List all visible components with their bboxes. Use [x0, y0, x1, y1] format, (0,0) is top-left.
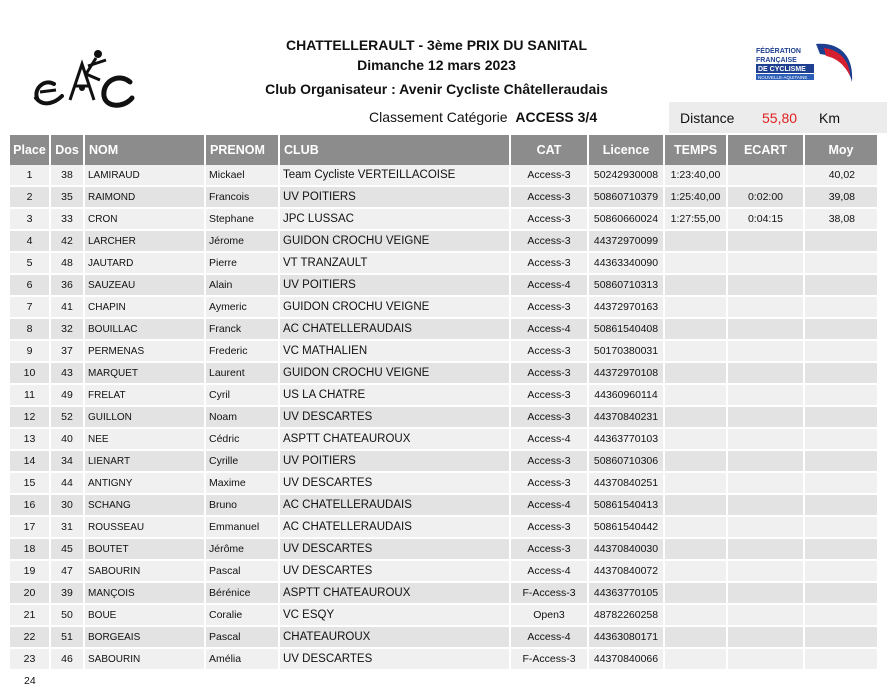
cell-ecart: [727, 560, 804, 582]
cell-moy: 38,08: [804, 208, 878, 230]
cell-place: 21: [10, 604, 50, 626]
cell-ecart: [727, 340, 804, 362]
col-prenom: PRENOM: [205, 135, 279, 165]
svg-text:NOUVELLE-AQUITAINE: NOUVELLE-AQUITAINE: [758, 75, 808, 80]
cell-place: 1: [10, 165, 50, 186]
cell-club: VC ESQY: [279, 604, 510, 626]
col-nom: NOM: [84, 135, 205, 165]
cell-club: JPC LUSSAC: [279, 208, 510, 230]
cell-temps: [664, 252, 727, 274]
cell-licence: 44372970108: [588, 362, 664, 384]
cell-ecart: [727, 318, 804, 340]
cell-ecart: [727, 384, 804, 406]
cell-prenom: Pascal: [205, 560, 279, 582]
cell-prenom: Jérome: [205, 230, 279, 252]
cell-moy: [804, 648, 878, 670]
cell-cat: Access-3: [510, 450, 588, 472]
cell-place: 11: [10, 384, 50, 406]
cell-dos: 38: [50, 165, 84, 186]
cell-temps: [664, 362, 727, 384]
cell-moy: [804, 384, 878, 406]
cell-licence: 44372970163: [588, 296, 664, 318]
cell-ecart: [727, 450, 804, 472]
cell-place: 7: [10, 296, 50, 318]
cell-nom: BORGEAIS: [84, 626, 205, 648]
event-date: Dimanche 12 mars 2023: [357, 57, 516, 73]
cell-prenom: Aymeric: [205, 296, 279, 318]
cell-club: UV DESCARTES: [279, 406, 510, 428]
cell-licence: 50860710306: [588, 450, 664, 472]
cell-dos: 44: [50, 472, 84, 494]
cell-licence: 44370840066: [588, 648, 664, 670]
cell-moy: [804, 252, 878, 274]
cell-place: 18: [10, 538, 50, 560]
cell-cat: Access-4: [510, 494, 588, 516]
cell-temps: [664, 296, 727, 318]
col-place: Place: [10, 135, 50, 165]
cell-dos: 36: [50, 274, 84, 296]
cell-nom: CHAPIN: [84, 296, 205, 318]
table-row: [10, 384, 878, 406]
cell-temps: [664, 340, 727, 362]
cell-place: 4: [10, 230, 50, 252]
cell-cat: Access-3: [510, 165, 588, 186]
cell-moy: [804, 406, 878, 428]
cell-temps: 1:27:55,00: [664, 208, 727, 230]
cell-place: 6: [10, 274, 50, 296]
cell-moy: [804, 604, 878, 626]
cell-temps: [664, 604, 727, 626]
cell-dos: 40: [50, 428, 84, 450]
cell-prenom: Emmanuel: [205, 516, 279, 538]
cell-place: 22: [10, 626, 50, 648]
cell-dos: 33: [50, 208, 84, 230]
cell-ecart: [727, 165, 804, 186]
cell-place: 2: [10, 186, 50, 208]
cell-ecart: [727, 516, 804, 538]
classement-line: [369, 109, 597, 125]
cell-temps: [664, 494, 727, 516]
cell-nom: JAUTARD: [84, 252, 205, 274]
col-dos: Dos: [50, 135, 84, 165]
event-organizer: Club Organisateur : Avenir Cycliste Châtelleraudais: [265, 81, 608, 97]
cell-prenom: Mickael: [205, 165, 279, 186]
table-header: [10, 135, 878, 165]
cell-moy: 40,02: [804, 165, 878, 186]
cell-nom: ANTIGNY: [84, 472, 205, 494]
cell-dos: 48: [50, 252, 84, 274]
cell-prenom: Bruno: [205, 494, 279, 516]
cell-cat: Open3: [510, 604, 588, 626]
cell-dos: 50: [50, 604, 84, 626]
cell-ecart: [727, 604, 804, 626]
cell-prenom: Cédric: [205, 428, 279, 450]
cell-club: AC CHATELLERAUDAIS: [279, 318, 510, 340]
table-row: [10, 626, 878, 648]
cell-dos: 51: [50, 626, 84, 648]
cell-place: 23: [10, 648, 50, 670]
col-licence: Licence: [588, 135, 664, 165]
cell-prenom: Franck: [205, 318, 279, 340]
cell-place: 13: [10, 428, 50, 450]
cell-licence: 44363770105: [588, 582, 664, 604]
cell-club: AC CHATELLERAUDAIS: [279, 516, 510, 538]
cell-cat: Access-4: [510, 274, 588, 296]
svg-text:FRANÇAISE: FRANÇAISE: [756, 57, 797, 64]
cell-dos: 47: [50, 560, 84, 582]
cell-licence: 50170380031: [588, 340, 664, 362]
table-row: [10, 318, 878, 340]
cell-licence: 50861540408: [588, 318, 664, 340]
cell-temps: [664, 538, 727, 560]
cell-licence: 50860660024: [588, 208, 664, 230]
cell-temps: [664, 516, 727, 538]
cell-moy: [804, 362, 878, 384]
distance-label: Distance: [680, 110, 735, 126]
table-row: [10, 274, 878, 296]
cell-nom: BOUTET: [84, 538, 205, 560]
table-row: [10, 604, 878, 626]
cell-prenom: Cyrille: [205, 450, 279, 472]
cell-dos: 35: [50, 186, 84, 208]
cell-club: VT TRANZAULT: [279, 252, 510, 274]
place-24: 24: [24, 675, 36, 687]
cell-cat: Access-3: [510, 538, 588, 560]
cell-club: UV DESCARTES: [279, 472, 510, 494]
table-row: [10, 472, 878, 494]
table-row: [10, 560, 878, 582]
cell-cat: Access-4: [510, 428, 588, 450]
cell-temps: 1:23:40,00: [664, 165, 727, 186]
cell-club: Team Cycliste VERTEILLACOISE: [279, 165, 510, 186]
cell-ecart: [727, 648, 804, 670]
col-ecart: ECART: [727, 135, 804, 165]
cell-place: 17: [10, 516, 50, 538]
cell-club: UV DESCARTES: [279, 538, 510, 560]
cell-cat: Access-3: [510, 340, 588, 362]
cell-moy: [804, 318, 878, 340]
cell-cat: Access-4: [510, 626, 588, 648]
cell-temps: [664, 560, 727, 582]
cell-prenom: Noam: [205, 406, 279, 428]
cell-temps: 1:25:40,00: [664, 186, 727, 208]
cell-nom: RAIMOND: [84, 186, 205, 208]
cell-club: ASPTT CHATEAUROUX: [279, 582, 510, 604]
cell-club: GUIDON CROCHU VEIGNE: [279, 230, 510, 252]
cell-cat: F-Access-3: [510, 582, 588, 604]
cell-cat: Access-4: [510, 318, 588, 340]
table-row: [10, 186, 878, 208]
cell-prenom: Amélia: [205, 648, 279, 670]
cell-nom: MANÇOIS: [84, 582, 205, 604]
table-row: [10, 340, 878, 362]
cell-cat: Access-3: [510, 230, 588, 252]
cell-licence: 44370840231: [588, 406, 664, 428]
cell-nom: ROUSSEAU: [84, 516, 205, 538]
category-value: ACCESS 3/4: [515, 109, 598, 125]
cell-ecart: [727, 494, 804, 516]
cell-moy: [804, 340, 878, 362]
cell-place: 12: [10, 406, 50, 428]
distance-box: [669, 102, 887, 133]
cell-cat: Access-3: [510, 406, 588, 428]
table-row: [10, 252, 878, 274]
cell-club: GUIDON CROCHU VEIGNE: [279, 296, 510, 318]
cell-licence: 50861540413: [588, 494, 664, 516]
cell-dos: 37: [50, 340, 84, 362]
cell-place: 16: [10, 494, 50, 516]
cell-licence: 50242930008: [588, 165, 664, 186]
col-club: CLUB: [279, 135, 510, 165]
cell-nom: MARQUET: [84, 362, 205, 384]
cell-prenom: Maxime: [205, 472, 279, 494]
table-row: [10, 406, 878, 428]
cell-dos: 41: [50, 296, 84, 318]
cell-club: US LA CHATRE: [279, 384, 510, 406]
cell-club: CHATEAUROUX: [279, 626, 510, 648]
cell-moy: [804, 516, 878, 538]
col-cat: CAT: [510, 135, 588, 165]
table-row: [10, 582, 878, 604]
cell-dos: 45: [50, 538, 84, 560]
cell-nom: GUILLON: [84, 406, 205, 428]
cell-nom: BOUILLAC: [84, 318, 205, 340]
cell-prenom: Coralie: [205, 604, 279, 626]
cell-club: UV POITIERS: [279, 274, 510, 296]
cell-club: UV DESCARTES: [279, 560, 510, 582]
cell-dos: 32: [50, 318, 84, 340]
cell-ecart: [727, 538, 804, 560]
cell-dos: 30: [50, 494, 84, 516]
table-row: [10, 165, 878, 186]
cell-temps: [664, 230, 727, 252]
table-row: [10, 494, 878, 516]
cell-licence: 44370840030: [588, 538, 664, 560]
cell-nom: LARCHER: [84, 230, 205, 252]
cell-prenom: Laurent: [205, 362, 279, 384]
cell-moy: [804, 560, 878, 582]
cell-cat: Access-3: [510, 252, 588, 274]
cell-temps: [664, 406, 727, 428]
cell-place: 5: [10, 252, 50, 274]
cell-moy: [804, 428, 878, 450]
cell-temps: [664, 428, 727, 450]
cell-prenom: Frederic: [205, 340, 279, 362]
cell-cat: Access-3: [510, 208, 588, 230]
cell-nom: FRELAT: [84, 384, 205, 406]
table-row: [10, 450, 878, 472]
cell-ecart: [727, 406, 804, 428]
cell-licence: 44372970099: [588, 230, 664, 252]
cell-temps: [664, 450, 727, 472]
cell-cat: Access-3: [510, 384, 588, 406]
cell-moy: [804, 582, 878, 604]
cell-dos: 39: [50, 582, 84, 604]
cell-nom: LIENART: [84, 450, 205, 472]
cell-licence: 44363340090: [588, 252, 664, 274]
cell-prenom: Francois: [205, 186, 279, 208]
cell-nom: SCHANG: [84, 494, 205, 516]
cell-moy: [804, 472, 878, 494]
cell-temps: [664, 648, 727, 670]
cell-moy: [804, 494, 878, 516]
cell-nom: SABOURIN: [84, 648, 205, 670]
cell-licence: 50860710379: [588, 186, 664, 208]
cell-licence: 44370840251: [588, 472, 664, 494]
cell-nom: CRON: [84, 208, 205, 230]
cell-nom: PERMENAS: [84, 340, 205, 362]
cell-place: 19: [10, 560, 50, 582]
cell-place: 10: [10, 362, 50, 384]
cell-temps: [664, 472, 727, 494]
table-row: [10, 428, 878, 450]
distance-value: 55,80: [762, 110, 798, 126]
cell-licence: 50860710313: [588, 274, 664, 296]
cell-ecart: [727, 274, 804, 296]
classement-label: Classement Catégorie: [369, 109, 508, 125]
cell-temps: [664, 274, 727, 296]
cell-licence: 44360960114: [588, 384, 664, 406]
cell-licence: 44363080171: [588, 626, 664, 648]
cell-club: UV POITIERS: [279, 186, 510, 208]
cell-nom: SAUZEAU: [84, 274, 205, 296]
cell-ecart: [727, 362, 804, 384]
table-row: [10, 516, 878, 538]
cell-cat: Access-4: [510, 560, 588, 582]
table-row: [10, 648, 878, 670]
table-row: [10, 296, 878, 318]
cell-dos: 43: [50, 362, 84, 384]
federation-logo: [754, 42, 856, 86]
cell-cat: Access-3: [510, 186, 588, 208]
cell-moy: 39,08: [804, 186, 878, 208]
svg-text:DE CYCLISME: DE CYCLISME: [758, 66, 806, 73]
cell-prenom: Alain: [205, 274, 279, 296]
cell-temps: [664, 582, 727, 604]
cell-cat: Access-3: [510, 296, 588, 318]
cell-club: AC CHATELLERAUDAIS: [279, 494, 510, 516]
cell-moy: [804, 230, 878, 252]
col-temps: TEMPS: [664, 135, 727, 165]
cell-temps: [664, 384, 727, 406]
cell-licence: 48782260258: [588, 604, 664, 626]
cell-ecart: 0:02:00: [727, 186, 804, 208]
cell-dos: 49: [50, 384, 84, 406]
svg-text:FÉDÉRATION: FÉDÉRATION: [756, 48, 801, 55]
cell-prenom: Pascal: [205, 626, 279, 648]
cell-dos: 31: [50, 516, 84, 538]
cell-prenom: Pierre: [205, 252, 279, 274]
cell-place: 15: [10, 472, 50, 494]
cell-club: GUIDON CROCHU VEIGNE: [279, 362, 510, 384]
cell-prenom: Bérénice: [205, 582, 279, 604]
cell-nom: SABOURIN: [84, 560, 205, 582]
distance-unit: Km: [819, 110, 840, 126]
cell-prenom: Stephane: [205, 208, 279, 230]
cell-prenom: Cyril: [205, 384, 279, 406]
cell-moy: [804, 538, 878, 560]
cell-dos: 34: [50, 450, 84, 472]
cell-nom: LAMIRAUD: [84, 165, 205, 186]
table-row: [10, 208, 878, 230]
cell-ecart: [727, 296, 804, 318]
cell-dos: 46: [50, 648, 84, 670]
cell-ecart: [727, 582, 804, 604]
cell-licence: 50861540442: [588, 516, 664, 538]
cell-moy: [804, 274, 878, 296]
event-title: CHATTELLERAULT - 3ème PRIX DU SANITAL: [285, 37, 587, 53]
cell-temps: [664, 318, 727, 340]
cell-moy: [804, 450, 878, 472]
cell-prenom: Jérôme: [205, 538, 279, 560]
cell-cat: Access-3: [510, 362, 588, 384]
cell-place: 20: [10, 582, 50, 604]
cell-dos: 52: [50, 406, 84, 428]
cell-place: 14: [10, 450, 50, 472]
cell-cat: Access-3: [510, 472, 588, 494]
cell-place: 9: [10, 340, 50, 362]
cell-club: UV DESCARTES: [279, 648, 510, 670]
cell-club: ASPTT CHATEAUROUX: [279, 428, 510, 450]
cell-cat: F-Access-3: [510, 648, 588, 670]
cell-licence: 44370840072: [588, 560, 664, 582]
cell-ecart: [727, 428, 804, 450]
col-moy: Moy: [804, 135, 878, 165]
cell-ecart: [727, 626, 804, 648]
cell-place: 8: [10, 318, 50, 340]
cell-ecart: [727, 230, 804, 252]
cell-temps: [664, 626, 727, 648]
cell-dos: 42: [50, 230, 84, 252]
cell-ecart: [727, 472, 804, 494]
cell-cat: Access-3: [510, 516, 588, 538]
table-row: [10, 230, 878, 252]
cell-club: VC MATHALIEN: [279, 340, 510, 362]
cell-nom: NEE: [84, 428, 205, 450]
cell-ecart: 0:04:15: [727, 208, 804, 230]
cell-club: UV POITIERS: [279, 450, 510, 472]
cell-moy: [804, 626, 878, 648]
table-row: [10, 538, 878, 560]
cell-nom: BOUE: [84, 604, 205, 626]
cell-moy: [804, 296, 878, 318]
cell-licence: 44363770103: [588, 428, 664, 450]
cell-place: 3: [10, 208, 50, 230]
cell-ecart: [727, 252, 804, 274]
results-table: [10, 135, 879, 671]
table-row: [10, 362, 878, 384]
